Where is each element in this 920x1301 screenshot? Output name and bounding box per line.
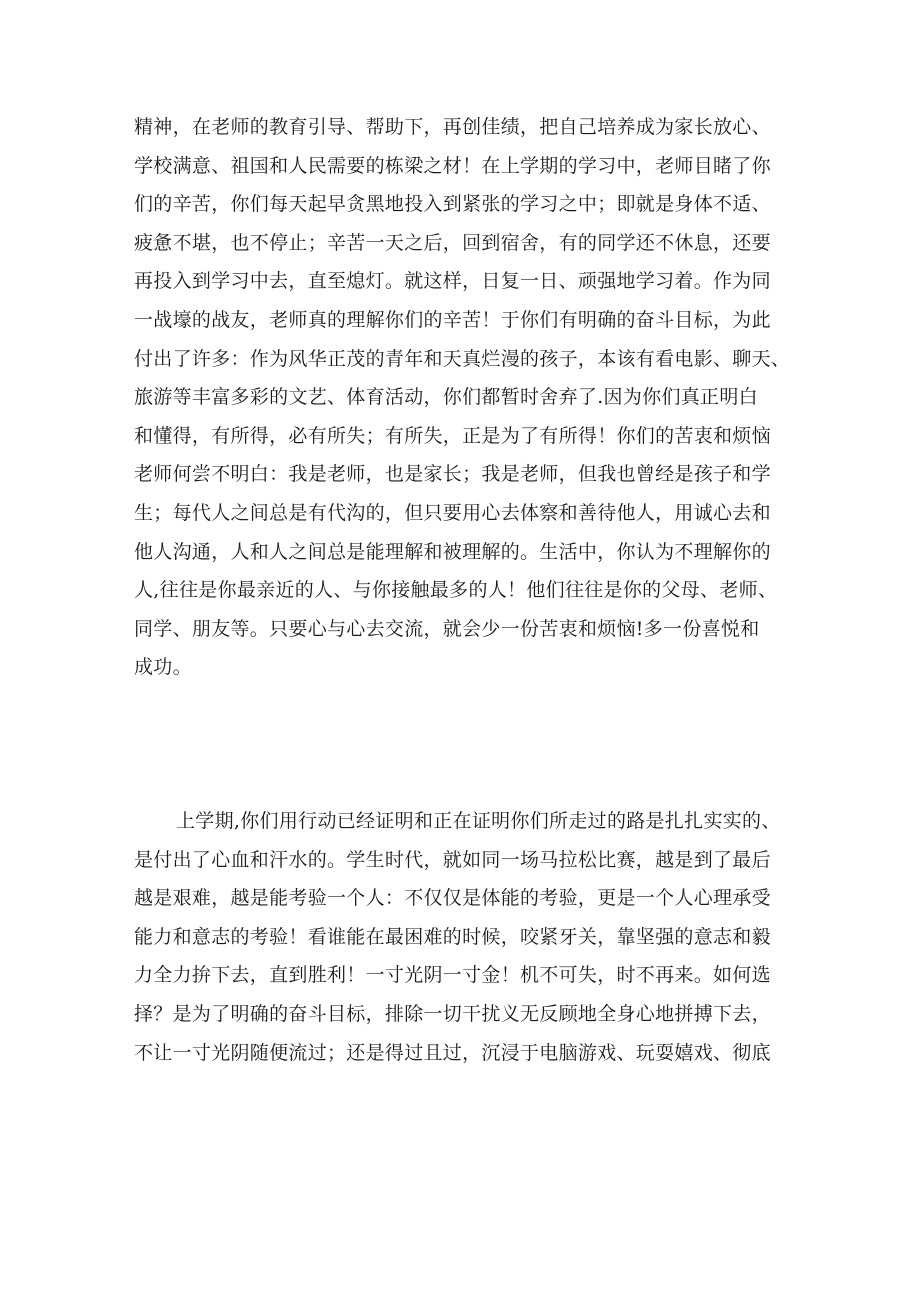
text-line: 和懂得，有所得，必有所失；有所失，正是为了有所得！你们的苦衷和烦恼 <box>134 424 771 447</box>
text-line: 成功。 <box>134 656 192 679</box>
text-line: 旅游等丰富多彩的文艺、体育活动，你们都暂时舍弃了.因为你们真正明白 <box>134 386 758 409</box>
text-line: 力全力拚下去，直到胜利！一寸光阴一寸金！机不可失，时不再来。如何选 <box>134 964 771 987</box>
text-line: 精神，在老师的教育引导、帮助下，再创佳绩，把自己培养成为家长放心、 <box>134 116 771 138</box>
paragraph-1 <box>134 108 794 687</box>
text-line: 一战壕的战友，老师真的理解你们的辛苦！于你们有明确的奋斗目标，为此 <box>134 308 771 331</box>
text-line: 择？是为了明确的奋斗目标，排除一切干扰义无反顾地全身心地拼搏下去， <box>134 1002 771 1025</box>
text-line: 们的辛苦，你们每天起早贪黑地投入到紧张的学习之中；即就是身体不适、 <box>134 193 771 216</box>
text-line: 不让一寸光阴随便流过；还是得过且过，沉浸于电脑游戏、玩耍嬉戏、彻底 <box>134 1041 771 1064</box>
text-line: 越是艰难，越是能考验一个人：不仅仅是体能的考验，更是一个人心理承受 <box>134 887 771 910</box>
text-line: 是付出了心血和汗水的。学生时代，就如同一场马拉松比赛，越是到了最后 <box>134 848 771 871</box>
paragraph-2 <box>134 802 794 1072</box>
text-line: 学校满意、祖国和人民需要的栋梁之材！在上学期的学习中，老师目睹了你 <box>134 154 771 177</box>
text-line: 付出了许多：作为风华正茂的青年和天真烂漫的孩子，本该有看电影、聊天、 <box>134 347 791 370</box>
text-line: 疲惫不堪，也不停止；辛苦一天之后，回到宿舍，有的同学还不休息，还要 <box>134 231 771 254</box>
text-line: 上学期,你们用行动已经证明和正在证明你们所走过的路是扎扎实实的、 <box>176 810 781 832</box>
text-line: 老师何尝不明白：我是老师，也是家长；我是老师，但我也曾经是孩子和学 <box>134 463 771 486</box>
text-line: 再投入到学习中去，直至熄灯。就这样，日复一日、顽强地学习着。作为同 <box>134 270 771 293</box>
text-line: 人,往往是你最亲近的人、与你接触最多的人！他们往往是你的父母、老师、 <box>134 579 778 602</box>
text-line: 能力和意志的考验！看谁能在最困难的时候，咬紧牙关，靠坚强的意志和毅 <box>134 925 771 948</box>
text-line: 生；每代人之间总是有代沟的，但只要用心去体察和善待他人，用诚心去和 <box>134 501 771 524</box>
text-line: 同学、朋友等。只要心与心去交流，就会少一份苦衷和烦恼!多一份喜悦和 <box>134 617 760 640</box>
text-line: 他人沟通，人和人之间总是能理解和被理解的。生活中，你认为不理解你的 <box>134 540 771 563</box>
